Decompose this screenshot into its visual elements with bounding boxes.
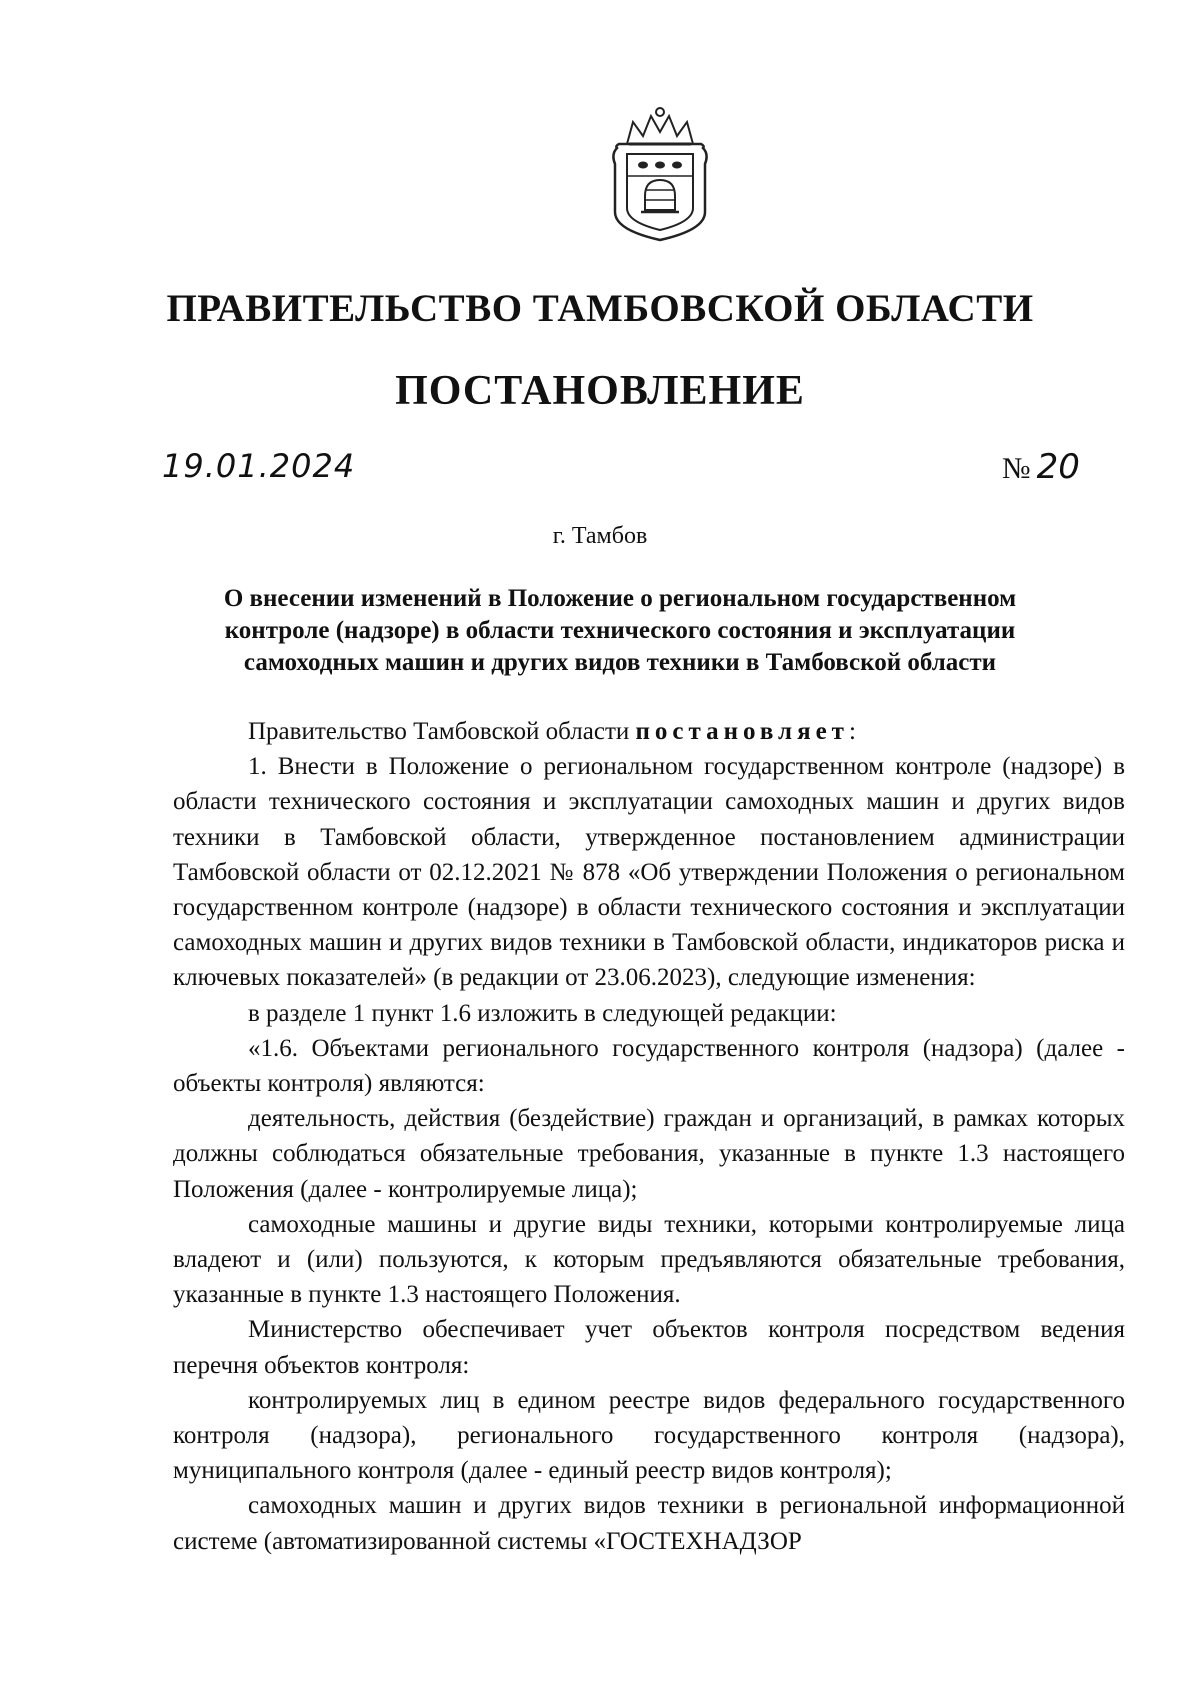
intro-decree-word: постановляет (635, 718, 849, 745)
paragraph-7: контролируемых лиц в едином реестре видов федерального государственного контроля (надзора), регионального государственного контроля (надзора), муниципального контроля (далее - единый реестр видов контроля); (173, 1386, 1125, 1485)
document-subject: О внесении изменений в Положение о региональном государственном контроле (надзоре) в области технического состояния и эксплуатации самоходных машин и других видов техники в Тамбовской области (223, 585, 1017, 676)
paragraph-8: самоходных машин и других видов техники в региональной информационной системе (автоматизированной системы «ГОСТЕХНАДЗОР (173, 1492, 1125, 1555)
number-sign: № (1002, 452, 1031, 485)
tambov-coat-of-arms-icon (605, 104, 715, 244)
city: г. Тамбов (552, 523, 648, 549)
paragraph-3: «1.6. Объектами регионального государственного контроля (надзора) (далее - объекты контроля) являются: (173, 1034, 1125, 1098)
paragraph-2: в разделе 1 пункт 1.6 изложить в следующей редакции: (248, 999, 837, 1027)
paragraph-4: деятельность, действия (бездействие) граждан и организаций, в рамках которых должны соблюдаться обязательные требования, указанные в пункте 1.3 настоящего Положения (далее - контролируемые лица); (173, 1105, 1125, 1203)
organization-title: ПРАВИТЕЛЬСТВО ТАМБОВСКОЙ ОБЛАСТИ (166, 287, 1034, 330)
document-number-block (1002, 447, 1080, 487)
intro-text: Правительство Тамбовской области (248, 718, 636, 745)
document-date: 19.01.2024 (162, 447, 356, 485)
document-type: ПОСТАНОВЛЕНИЕ (395, 368, 805, 414)
intro-paragraph (173, 714, 1125, 749)
paragraph-1: 1. Внести в Положение о региональном государственном контроле (надзоре) в области технического состояния и эксплуатации самоходных машин и других видов техники в Тамбовской области, утвержденное постановлением администрации Тамбовской области от 02.12.2021 № 878 «Об утверждении Положения о региональном государственном контроле (надзоре) в области технического состояния и эксплуатации самоходных машин и других видов техники в Тамбовской области, индикаторов риска и ключевых показателей» (в редакции от 23.06.2023), следующие изменения: (173, 753, 1125, 992)
intro-colon: : (848, 718, 856, 745)
paragraph-6: Министерство обеспечивает учет объектов контроля посредством ведения перечня объектов контроля: (173, 1316, 1125, 1379)
paragraph-5: самоходные машины и другие виды техники, которыми контролируемые лица владеют и (или) пользуются, к которым предъявляются обязательные требования, указанные в пункте 1.3 настоящего Положения. (173, 1210, 1125, 1309)
document-body (173, 714, 1125, 1559)
document-number: 20 (1036, 447, 1080, 487)
